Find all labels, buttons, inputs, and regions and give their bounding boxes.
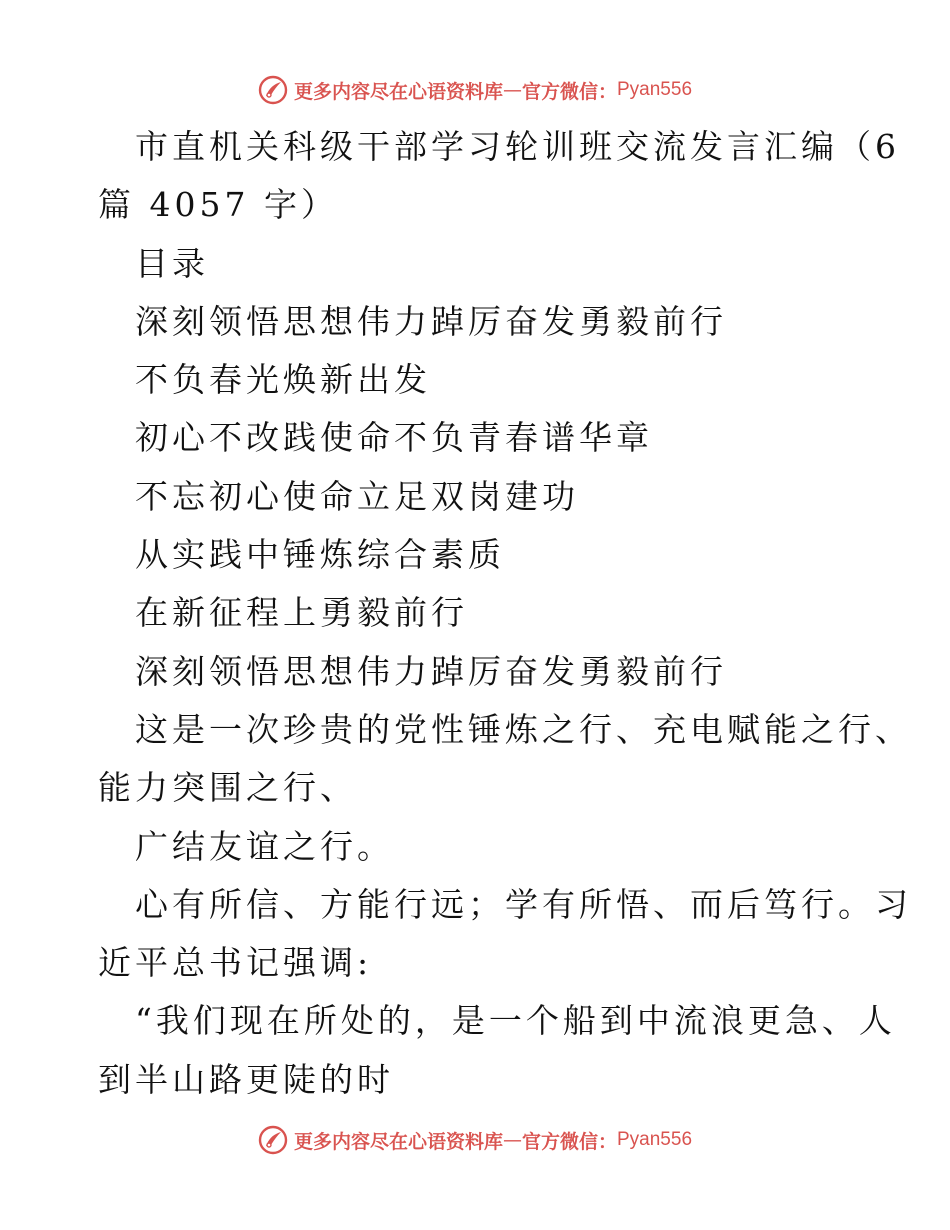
banner-separator: — <box>502 79 522 101</box>
banner-contact-id: Pyan556 <box>617 79 693 100</box>
banner-title: 更多内容尽在心语资料库 <box>293 1130 503 1153</box>
brand-logo-icon <box>258 75 288 105</box>
quote-line: “我们现在所处的，是一个船到中流浪更急、人 <box>135 1001 896 1041</box>
paragraph-line: 能力突围之行、 <box>98 768 357 808</box>
paragraph-line: 近平总书记强调: <box>98 943 373 983</box>
banner-title: 更多内容尽在心语资料库 <box>293 80 503 103</box>
header-watermark <box>0 70 950 110</box>
document-body <box>98 118 912 1109</box>
toc-item: 在新征程上勇毅前行 <box>135 593 468 633</box>
banner-separator: — <box>502 1129 522 1151</box>
toc-item: 从实践中锤炼综合素质 <box>135 535 505 575</box>
quote-line: 到半山路更陡的时 <box>98 1059 394 1099</box>
banner-contact-label: 官方微信： <box>521 1130 617 1153</box>
brand-logo-icon <box>258 1125 288 1155</box>
toc-item: 深刻领悟思想伟力踔厉奋发勇毅前行 <box>135 301 727 341</box>
toc-item: 不负春光焕新出发 <box>135 360 431 400</box>
paragraph-line: 心有所信、方能行远；学有所悟、而后笃行。习 <box>135 884 912 924</box>
paragraph-line: 这是一次珍贵的党性锤炼之行、充电赋能之行、 <box>135 709 912 749</box>
section-heading: 深刻领悟思想伟力踔厉奋发勇毅前行 <box>135 651 727 691</box>
toc-heading: 目录 <box>135 243 209 283</box>
doc-title-line-2: 篇 4057 字） <box>98 185 338 225</box>
footer-watermark <box>0 1120 950 1160</box>
toc-item: 初心不改践使命不负青春谱华章 <box>135 418 653 458</box>
paragraph-line: 广结友谊之行。 <box>135 826 394 866</box>
banner-contact-label: 官方微信： <box>521 80 617 103</box>
banner-contact-id: Pyan556 <box>617 1129 693 1150</box>
doc-title-line-1: 市直机关科级干部学习轮训班交流发言汇编（6 <box>135 127 900 166</box>
toc-item: 不忘初心使命立足双岗建功 <box>135 476 579 516</box>
